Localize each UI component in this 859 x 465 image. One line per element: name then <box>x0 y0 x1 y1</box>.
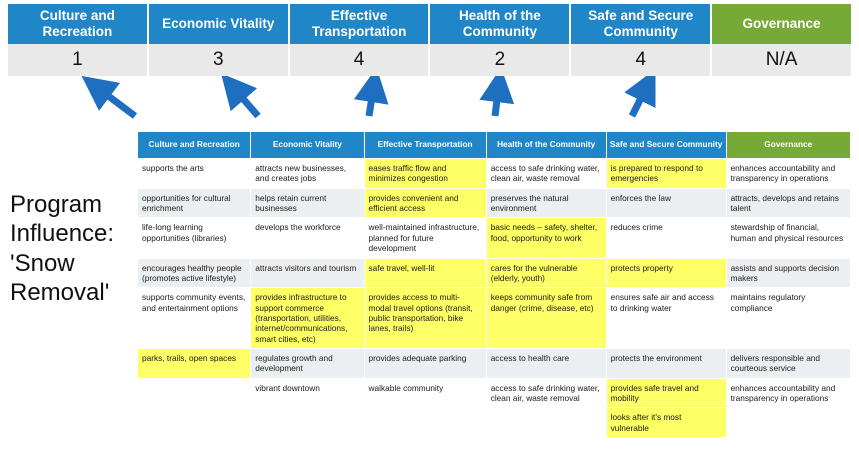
matrix-cell <box>486 408 606 438</box>
table-row <box>138 218 851 258</box>
score-safe-and-secure-community: 4 <box>571 44 712 76</box>
matrix-cell: reduces crime <box>606 218 726 258</box>
matrix-cell: parks, trails, open spaces <box>138 349 251 379</box>
matrix-header-governance: Governance <box>726 132 850 159</box>
matrix-cell <box>138 378 251 408</box>
goal-header-economic-vitality: Economic Vitality <box>149 4 290 44</box>
arrow-health-of-the-community <box>495 84 499 116</box>
matrix-cell: life-long learning opportunities (libraries) <box>138 218 251 258</box>
matrix-cell: develops the workforce <box>251 218 364 258</box>
arrow-safe-and-secure-community <box>632 84 648 116</box>
table-row <box>138 378 851 408</box>
matrix-cell: provides convenient and efficient access <box>364 188 486 218</box>
matrix-cell: vibrant downtown <box>251 378 364 408</box>
matrix-cell: keeps community safe from danger (crime, disease, etc) <box>486 288 606 349</box>
matrix-cell: enhances accountability and transparency in operations <box>726 159 850 189</box>
matrix-cell: protects the environment <box>606 349 726 379</box>
score-culture-and-recreation: 1 <box>8 44 149 76</box>
table-row <box>138 408 851 438</box>
goal-header-governance: Governance <box>712 4 851 44</box>
matrix-header-economic-vitality: Economic Vitality <box>251 132 364 159</box>
goal-header-safe-and-secure-community: Safe and Secure Community <box>571 4 712 44</box>
matrix-cell: maintains regulatory compliance <box>726 288 850 349</box>
matrix-cell: well-maintained infrastructure, planned for future development <box>364 218 486 258</box>
matrix-header-row <box>138 132 851 159</box>
score-effective-transportation: 4 <box>290 44 431 76</box>
table-row <box>138 349 851 379</box>
table-row <box>138 288 851 349</box>
matrix-cell: eases traffic flow and minimizes congestion <box>364 159 486 189</box>
matrix-cell: looks after it's most vulnerable <box>606 408 726 438</box>
table-row <box>138 159 851 189</box>
matrix-body <box>138 159 851 438</box>
arrow-economic-vitality <box>232 86 258 116</box>
goal-header-culture-and-recreation: Culture and Recreation <box>8 4 149 44</box>
score-band <box>8 44 851 76</box>
matrix-cell: preserves the natural environment <box>486 188 606 218</box>
matrix-cell <box>251 408 364 438</box>
matrix-cell: ensures safe air and access to drinking water <box>606 288 726 349</box>
matrix-cell: supports the arts <box>138 159 251 189</box>
matrix-header-safe-and-secure-community: Safe and Secure Community <box>606 132 726 159</box>
matrix-cell: access to safe drinking water, clean air, waste removal <box>486 378 606 408</box>
table-row <box>138 188 851 218</box>
arrow-effective-transportation <box>369 84 374 116</box>
matrix-cell <box>138 408 251 438</box>
matrix-header-effective-transportation: Effective Transportation <box>364 132 486 159</box>
matrix-cell: assists and supports decision makers <box>726 258 850 288</box>
score-governance: N/A <box>712 44 851 76</box>
arrow-layer <box>0 76 859 132</box>
matrix-cell: cares for the vulnerable (elderly, youth) <box>486 258 606 288</box>
matrix-cell: provides safe travel and mobility <box>606 378 726 408</box>
matrix-header-culture-and-recreation: Culture and Recreation <box>138 132 251 159</box>
program-influence-matrix <box>137 131 851 438</box>
goal-header-band <box>8 4 851 44</box>
matrix-cell: access to safe drinking water, clean air, waste removal <box>486 159 606 189</box>
matrix-cell: helps retain current businesses <box>251 188 364 218</box>
goal-header-health-of-the-community: Health of the Community <box>430 4 571 44</box>
matrix-cell: provides adequate parking <box>364 349 486 379</box>
matrix-cell: attracts visitors and tourism <box>251 258 364 288</box>
matrix-cell: regulates growth and development <box>251 349 364 379</box>
matrix-header-health-of-the-community: Health of the Community <box>486 132 606 159</box>
matrix-cell: opportunities for cultural enrichment <box>138 188 251 218</box>
matrix-cell: attracts, develops and retains talent <box>726 188 850 218</box>
matrix-cell: safe travel, well-lit <box>364 258 486 288</box>
matrix-cell: encourages healthy people (promotes active lifestyle) <box>138 258 251 288</box>
matrix-cell: enhances accountability and transparency in operations <box>726 378 850 408</box>
matrix-cell <box>726 408 850 438</box>
matrix-cell: basic needs – safety, shelter, food, opportunity to work <box>486 218 606 258</box>
matrix-cell: enforces the law <box>606 188 726 218</box>
matrix-cell: supports community events, and entertainment options <box>138 288 251 349</box>
matrix-cell: attracts new businesses, and creates jobs <box>251 159 364 189</box>
matrix-cell <box>364 408 486 438</box>
score-health-of-the-community: 2 <box>430 44 571 76</box>
matrix-cell: delivers responsible and courteous service <box>726 349 850 379</box>
arrow-culture-and-recreation <box>95 86 135 116</box>
matrix-cell: stewardship of financial, human and physical resources <box>726 218 850 258</box>
goal-header-effective-transportation: Effective Transportation <box>290 4 431 44</box>
matrix-cell: provides infrastructure to support commerce (transportation, utilities, internet/communications, smart cities, etc) <box>251 288 364 349</box>
score-economic-vitality: 3 <box>149 44 290 76</box>
matrix-cell: is prepared to respond to emergencies <box>606 159 726 189</box>
matrix-cell: provides access to multi-modal travel options (transit, public transportation, bike lanes, trails) <box>364 288 486 349</box>
page-title: Program Influence: 'Snow Removal' <box>10 191 115 306</box>
matrix-cell: protects property <box>606 258 726 288</box>
matrix-cell: walkable community <box>364 378 486 408</box>
table-row <box>138 258 851 288</box>
matrix-cell: access to health care <box>486 349 606 379</box>
